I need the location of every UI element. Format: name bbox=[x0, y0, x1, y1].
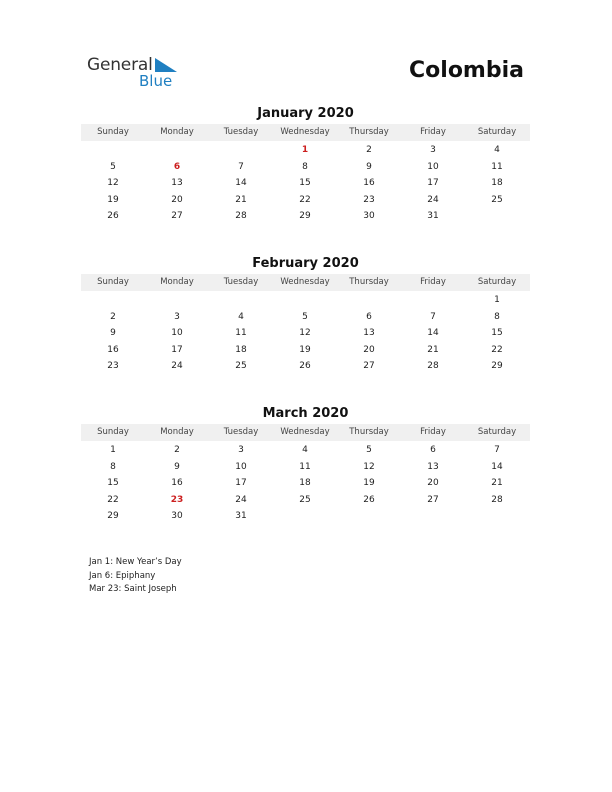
weekday-label: Tuesday bbox=[223, 277, 259, 287]
day-cell: 18 bbox=[299, 478, 311, 489]
empty-day-cell bbox=[401, 292, 465, 309]
day-cell: 30 bbox=[363, 211, 375, 222]
weekday-label: Saturday bbox=[477, 127, 517, 137]
day-cell: 31 bbox=[235, 511, 247, 522]
day-cell: 1 bbox=[110, 445, 116, 455]
weekday-label: Wednesday bbox=[280, 277, 330, 287]
holiday-day-cell: 1 bbox=[301, 145, 309, 155]
weekday-label: Monday bbox=[160, 127, 194, 137]
month-title: January 2020 bbox=[257, 106, 354, 121]
day-cell: 15 bbox=[299, 178, 311, 189]
day-cell: 19 bbox=[363, 478, 375, 489]
holiday-day-cell: 23 bbox=[170, 494, 184, 505]
day-cell: 26 bbox=[299, 361, 311, 372]
holiday-entry: Mar 23: Saint Joseph bbox=[89, 584, 177, 594]
day-cell: 22 bbox=[299, 194, 311, 205]
day-cell: 10 bbox=[235, 461, 247, 472]
weekday-label: Saturday bbox=[477, 277, 517, 287]
day-cell: 21 bbox=[235, 194, 247, 205]
day-cell: 17 bbox=[171, 344, 183, 355]
empty-day-cell bbox=[209, 292, 273, 309]
day-cell: 26 bbox=[107, 211, 119, 222]
day-cell: 8 bbox=[494, 311, 500, 322]
weekday-header bbox=[81, 274, 530, 291]
day-cell: 9 bbox=[366, 161, 372, 172]
day-cell: 16 bbox=[107, 344, 119, 355]
weekday-label: Monday bbox=[160, 427, 194, 437]
day-cell: 7 bbox=[430, 311, 436, 322]
day-cell: 20 bbox=[171, 194, 183, 205]
day-cell: 2 bbox=[174, 445, 180, 455]
day-cell: 13 bbox=[427, 461, 439, 472]
day-cell: 3 bbox=[430, 145, 436, 155]
day-cell: 1 bbox=[494, 295, 500, 305]
country-title: Colombia bbox=[409, 58, 524, 83]
logo-blue-text: Blue bbox=[139, 72, 173, 90]
day-cell: 6 bbox=[430, 445, 436, 455]
day-cell: 9 bbox=[110, 328, 116, 339]
day-cell: 4 bbox=[302, 445, 308, 455]
weekday-label: Tuesday bbox=[223, 127, 259, 137]
weekday-label: Thursday bbox=[349, 127, 389, 137]
day-cell: 20 bbox=[427, 478, 439, 489]
day-cell: 30 bbox=[171, 511, 183, 522]
empty-day-cell bbox=[337, 292, 401, 309]
day-cell: 23 bbox=[107, 361, 119, 372]
weekday-header bbox=[81, 424, 530, 441]
day-cell: 25 bbox=[235, 361, 247, 372]
empty-day-cell bbox=[273, 292, 337, 309]
weekday-label: Sunday bbox=[97, 127, 129, 137]
day-cell: 21 bbox=[491, 478, 503, 489]
day-cell: 28 bbox=[491, 494, 503, 505]
day-cell: 25 bbox=[299, 494, 311, 505]
day-cell: 26 bbox=[363, 494, 375, 505]
day-cell: 13 bbox=[363, 328, 375, 339]
month-january bbox=[81, 106, 530, 225]
weekday-label: Sunday bbox=[97, 427, 129, 437]
empty-day-cell bbox=[209, 142, 273, 159]
day-cell: 11 bbox=[235, 328, 247, 339]
day-cell: 15 bbox=[107, 478, 119, 489]
day-cell: 20 bbox=[363, 344, 375, 355]
day-cell: 31 bbox=[427, 211, 439, 222]
weekday-label: Wednesday bbox=[280, 427, 330, 437]
logo bbox=[87, 55, 187, 91]
weekday-label: Sunday bbox=[97, 277, 129, 287]
day-cell: 2 bbox=[110, 311, 116, 322]
weekday-label: Saturday bbox=[477, 427, 517, 437]
day-cell: 10 bbox=[171, 328, 183, 339]
day-grid bbox=[81, 442, 530, 525]
day-cell: 6 bbox=[366, 311, 372, 322]
day-cell: 8 bbox=[302, 161, 308, 172]
day-cell: 11 bbox=[491, 161, 503, 172]
empty-day-cell bbox=[81, 142, 145, 159]
day-cell: 2 bbox=[366, 145, 372, 155]
day-cell: 29 bbox=[107, 511, 119, 522]
day-cell: 28 bbox=[235, 211, 247, 222]
day-cell: 7 bbox=[494, 445, 500, 455]
day-cell: 5 bbox=[366, 445, 372, 455]
weekday-label: Thursday bbox=[349, 427, 389, 437]
empty-day-cell bbox=[145, 292, 209, 309]
day-cell: 27 bbox=[363, 361, 375, 372]
day-cell: 14 bbox=[235, 178, 247, 189]
day-cell: 19 bbox=[107, 194, 119, 205]
day-cell: 15 bbox=[491, 328, 503, 339]
day-cell: 3 bbox=[174, 311, 180, 322]
weekday-label: Friday bbox=[420, 427, 446, 437]
day-cell: 12 bbox=[299, 328, 311, 339]
holiday-list bbox=[89, 556, 182, 597]
day-cell: 29 bbox=[299, 211, 311, 222]
day-cell: 3 bbox=[238, 445, 244, 455]
day-grid bbox=[81, 292, 530, 375]
day-cell: 23 bbox=[363, 194, 375, 205]
day-cell: 14 bbox=[427, 328, 439, 339]
weekday-label: Tuesday bbox=[223, 427, 259, 437]
day-cell: 18 bbox=[235, 344, 247, 355]
day-cell: 13 bbox=[171, 178, 183, 189]
holiday-entry: Jan 6: Epiphany bbox=[89, 570, 156, 581]
day-cell: 17 bbox=[427, 178, 439, 189]
day-cell: 24 bbox=[235, 494, 247, 505]
day-cell: 16 bbox=[171, 478, 183, 489]
day-cell: 24 bbox=[427, 194, 439, 205]
day-cell: 28 bbox=[427, 361, 439, 372]
day-cell: 24 bbox=[171, 361, 183, 372]
day-cell: 27 bbox=[171, 211, 183, 222]
day-cell: 22 bbox=[491, 344, 503, 355]
day-cell: 11 bbox=[299, 461, 311, 472]
day-cell: 4 bbox=[494, 145, 500, 155]
day-cell: 5 bbox=[302, 311, 308, 322]
day-cell: 7 bbox=[238, 161, 244, 172]
day-cell: 27 bbox=[427, 494, 439, 505]
day-cell: 12 bbox=[363, 461, 375, 472]
day-cell: 8 bbox=[110, 461, 116, 472]
day-cell: 18 bbox=[491, 178, 503, 189]
logo-flag-icon bbox=[155, 58, 177, 72]
month-march bbox=[81, 406, 530, 525]
month-title: February 2020 bbox=[252, 256, 359, 271]
day-cell: 19 bbox=[299, 344, 311, 355]
day-cell: 29 bbox=[491, 361, 503, 372]
day-cell: 10 bbox=[427, 161, 439, 172]
weekday-label: Thursday bbox=[349, 277, 389, 287]
day-cell: 4 bbox=[238, 311, 244, 322]
logo-general-text: General bbox=[87, 55, 153, 75]
weekday-label: Wednesday bbox=[280, 127, 330, 137]
day-cell: 9 bbox=[174, 461, 180, 472]
month-title: March 2020 bbox=[262, 406, 349, 421]
day-grid bbox=[81, 142, 530, 225]
weekday-label: Friday bbox=[420, 277, 446, 287]
holiday-entry: Jan 1: New Year’s Day bbox=[89, 557, 182, 567]
day-cell: 14 bbox=[491, 461, 503, 472]
weekday-header bbox=[81, 124, 530, 141]
day-cell: 25 bbox=[491, 194, 503, 205]
weekday-label: Friday bbox=[420, 127, 446, 137]
day-cell: 22 bbox=[107, 494, 119, 505]
empty-day-cell bbox=[81, 292, 145, 309]
day-cell: 16 bbox=[363, 178, 375, 189]
empty-day-cell bbox=[145, 142, 209, 159]
month-february bbox=[81, 256, 530, 375]
day-cell: 5 bbox=[110, 161, 116, 172]
day-cell: 21 bbox=[427, 344, 439, 355]
weekday-label: Monday bbox=[160, 277, 194, 287]
day-cell: 17 bbox=[235, 478, 247, 489]
holiday-day-cell: 6 bbox=[173, 161, 181, 172]
day-cell: 12 bbox=[107, 178, 119, 189]
